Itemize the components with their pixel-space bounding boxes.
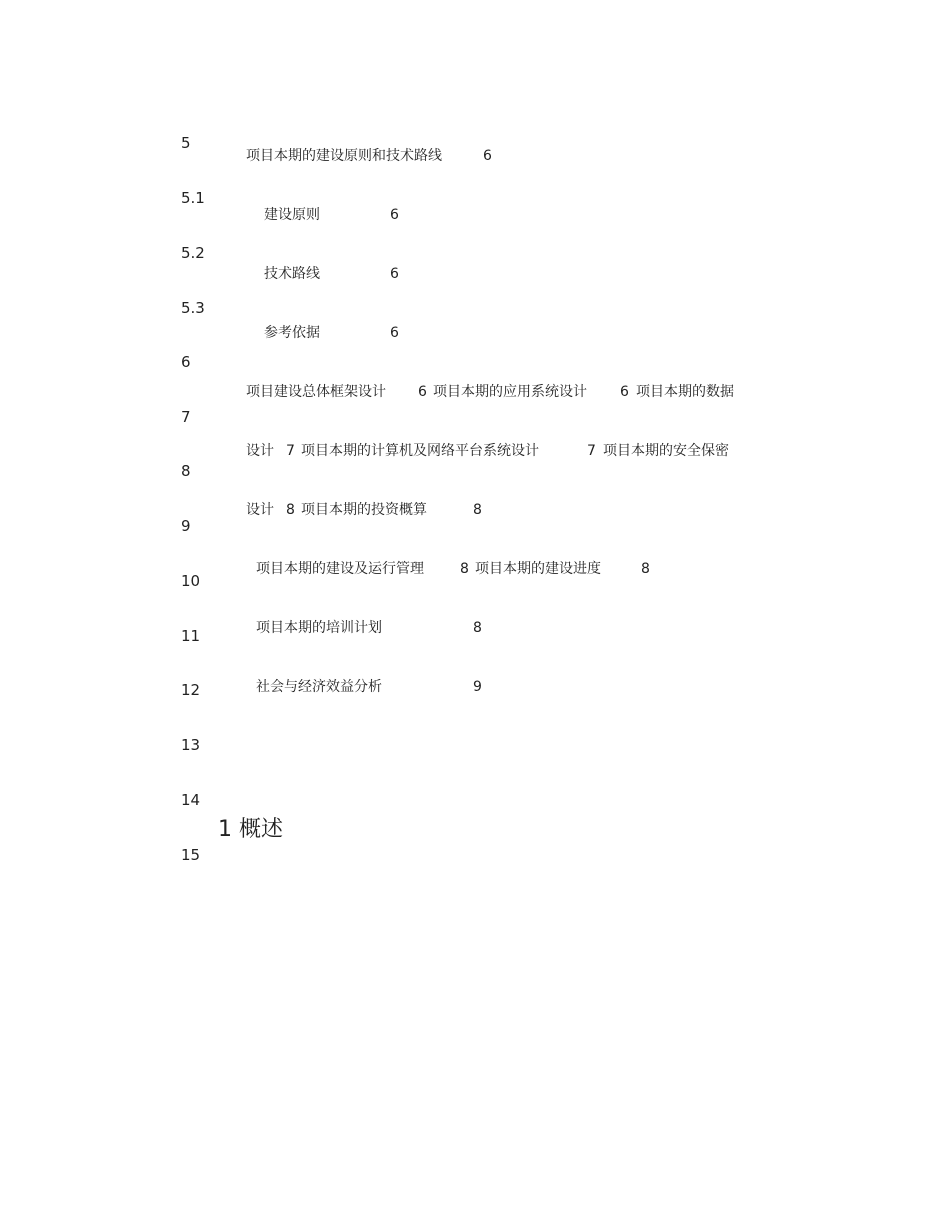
toc-page-number: 6 [418,384,427,400]
line-number: 8 [181,462,191,480]
toc-page-number: 7 [286,443,295,459]
toc-page-number: 6 [390,266,399,282]
toc-entry-title: 项目本期的计算机及网络平台系统设计 [301,443,539,459]
line-number: 11 [181,627,201,645]
toc-entry-title: 项目本期的安全保密 [603,443,729,459]
toc-entry-title: 社会与经济效益分析 [256,679,382,695]
toc-page-number: 8 [286,502,295,518]
line-number: 9 [181,517,191,535]
toc-page-number: 9 [473,679,482,695]
toc-entry-title: 项目本期的建设及运行管理 [256,561,424,577]
toc-entry-title: 项目本期的数据 [636,384,734,400]
toc-entry-title: 项目本期的培训计划 [256,620,382,636]
toc-entry-title: 项目本期的应用系统设计 [433,384,587,400]
line-number: 10 [181,572,201,590]
toc-entry-title: 建设原则 [264,207,320,223]
line-number: 5 [181,134,191,152]
toc-page-number: 6 [620,384,629,400]
toc-page-number: 8 [641,561,650,577]
line-number: 6 [181,353,191,371]
line-number: 14 [181,791,201,809]
line-number: 5.3 [181,299,205,317]
toc-page-number: 8 [460,561,469,577]
toc-page-number: 8 [473,620,482,636]
toc-entry-title: 项目本期的建设进度 [475,561,601,577]
line-number: 15 [181,846,201,864]
toc-entry-title: 项目建设总体框架设计 [246,384,386,400]
toc-entry-title: 设计 [246,443,274,459]
toc-page-number: 6 [483,148,492,164]
toc-entry-title: 参考依据 [264,325,320,341]
toc-page-number: 6 [390,207,399,223]
toc-page-number: 6 [390,325,399,341]
toc-entry-title: 项目本期的建设原则和技术路线 [246,148,442,164]
line-number: 12 [181,681,201,699]
line-number: 5.1 [181,189,205,207]
line-number: 13 [181,736,201,754]
section-heading: 1 概述 [218,817,283,842]
toc-entry-title: 技术路线 [264,266,320,282]
toc-entry-title: 设计 [246,502,274,518]
line-number: 7 [181,408,191,426]
toc-page-number: 8 [473,502,482,518]
toc-page-number: 7 [587,443,596,459]
toc-entry-title: 项目本期的投资概算 [301,502,427,518]
line-number: 5.2 [181,244,205,262]
